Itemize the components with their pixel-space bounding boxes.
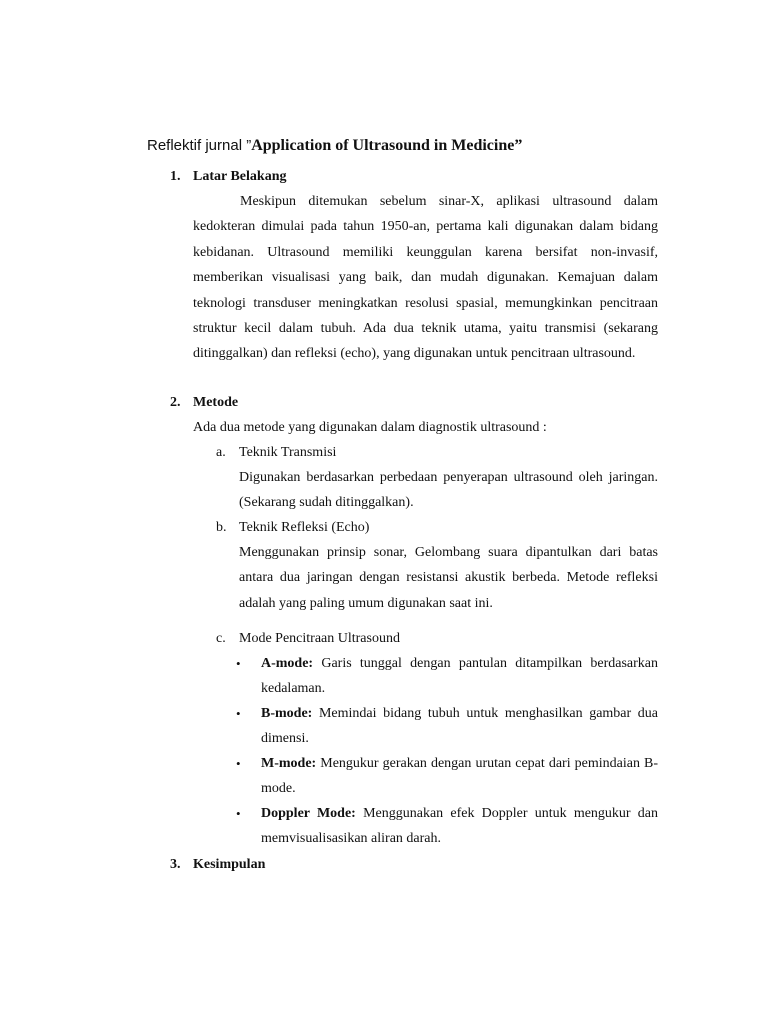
section-2-number: 2. [170,395,181,410]
bullet-icon: • [236,806,241,821]
bullet-text: Memindai bidang tubuh untuk menghasilkan gambar dua dimensi. [261,706,659,747]
title-prefix: Reflektif jurnal ” [147,137,252,154]
bullet-term: B-mode: [261,706,313,721]
bullet-b-mode [261,701,658,752]
bullet-doppler-mode [261,801,658,852]
bullet-icon: • [236,706,241,721]
bullet-a-mode [261,651,658,702]
section-3-title: Kesimpulan [193,857,266,872]
bullet-term: A-mode: [261,656,314,671]
subsection-b-title: Teknik Refleksi (Echo) [239,520,370,535]
section-2-intro: Ada dua metode yang digunakan dalam diagnostik ultrasound : [193,420,547,435]
bullet-text: Garis tunggal dengan pantulan ditampilkan berdasarkan kedalaman. [261,656,659,697]
subsection-c-title: Mode Pencitraan Ultrasound [239,631,400,646]
subsection-a-title: Teknik Transmisi [239,445,337,460]
title-main: Application of Ultrasound in Medicine [251,137,515,154]
bullet-text: Mengukur gerakan dengan urutan cepat dari pemindaian B-mode. [261,756,658,797]
bullet-m-mode [261,751,658,802]
bullet-icon: • [236,756,241,771]
document-title [147,137,522,155]
bullet-icon: • [236,656,241,671]
section-1-number: 1. [170,169,181,184]
bullet-term: Doppler Mode: [261,806,356,821]
subsection-b-letter: b. [216,520,227,535]
subsection-a-letter: a. [216,445,226,460]
section-1-title: Latar Belakang [193,169,287,184]
bullet-term: M-mode: [261,756,317,771]
section-2-title: Metode [193,395,239,410]
subsection-a-text: Digunakan berdasarkan perbedaan penyerapan ultrasound oleh jaringan. (Sekarang sudah ditinggalkan). [239,470,658,511]
subsection-c-letter: c. [216,631,226,646]
title-suffix: ” [514,137,523,154]
section-1-paragraph: Meskipun ditemukan sebelum sinar-X, aplikasi ultrasound dalam kedokteran dimulai pada tahun 1950-an, pertama kali digunakan dalam bidang kebidanan. Ultrasound memiliki keunggulan karena bersifat non-invasif, memberikan visualisasi yang baik, dan mudah digunakan. Kemajuan dalam teknologi transduser meningkatkan resolusi spasial, memungkinkan pencitraan struktur kecil dalam tubuh. Ada dua teknik utama, yaitu transmisi (sekarang ditinggalkan) dan refleksi (echo), yang digunakan untuk pencitraan ultrasound. [193,194,658,362]
bullet-text: Menggunakan efek Doppler untuk mengukur dan memvisualisasikan aliran darah. [261,806,659,847]
section-3-number: 3. [170,857,181,872]
subsection-b-text: Menggunakan prinsip sonar, Gelombang suara dipantulkan dari batas antara dua jaringan dengan resistansi akustik berbeda. Metode refleksi adalah yang paling umum digunakan saat ini. [239,545,658,611]
